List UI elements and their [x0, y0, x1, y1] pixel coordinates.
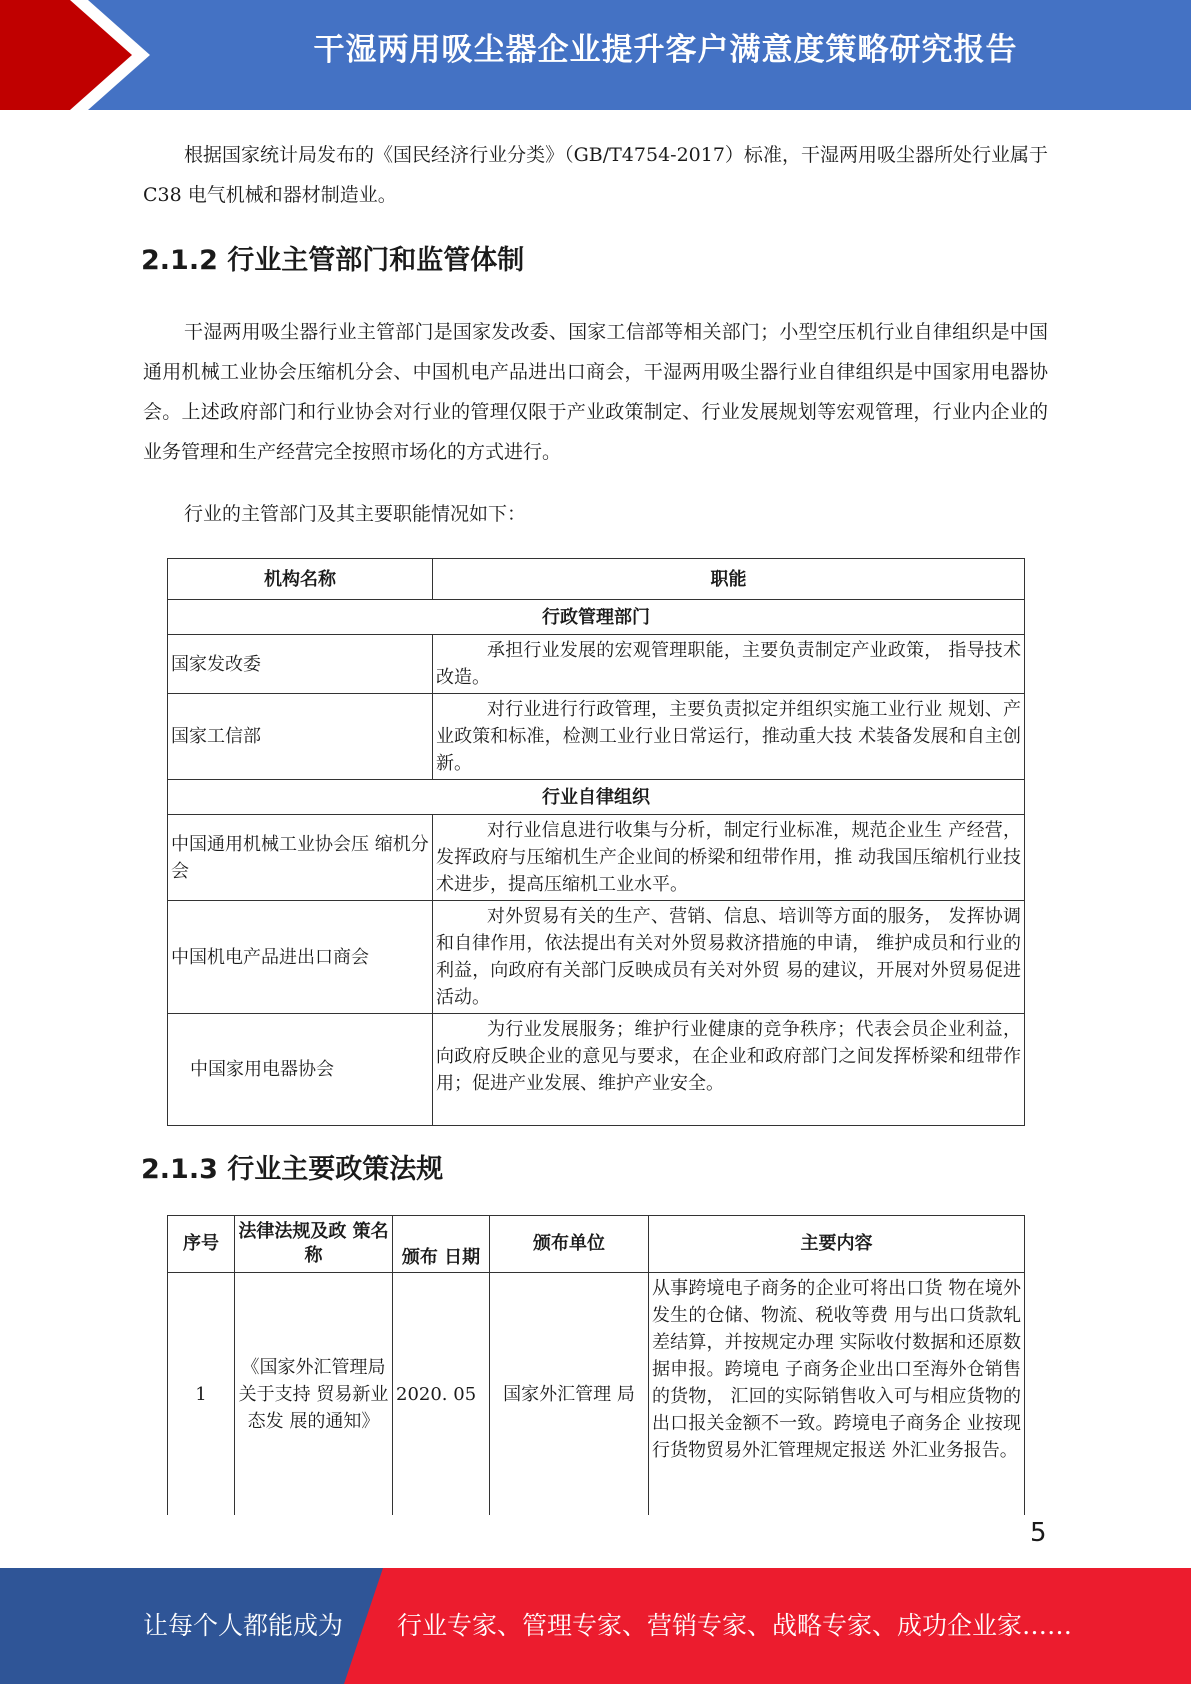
org-name: 中国家用电器协会	[168, 1014, 433, 1126]
column-header-function: 职能	[433, 559, 1025, 600]
org-function: 对外贸易有关的生产、营销、信息、培训等方面的服务， 发挥协调和自律作用，依法提出有关对外贸易救济措施的申请， 维护成员和行业的利益，向政府有关部门反映成员有关对外贸 易的建议，开展对外贸易促进活动。	[433, 901, 1025, 1014]
table-row	[168, 635, 1025, 694]
org-name: 国家工信部	[168, 694, 433, 780]
table-section-row	[168, 600, 1025, 635]
org-name: 国家发改委	[168, 635, 433, 694]
table-header-row	[168, 559, 1025, 600]
policies-table	[167, 1215, 1025, 1515]
page-number: 5	[1030, 1518, 1047, 1548]
table-row	[168, 815, 1025, 901]
footer-slogan-right: 行业专家、管理专家、营销专家、战略专家、成功企业家……	[397, 1611, 1073, 1640]
section-label-admin: 行政管理部门	[168, 600, 1025, 635]
column-header-issuer: 颁布单位	[490, 1216, 649, 1273]
issuer: 国家外汇管理 局	[490, 1273, 649, 1516]
row-number: 1	[168, 1273, 235, 1516]
org-name: 中国通用机械工业协会压 缩机分会	[168, 815, 433, 901]
header-arrow-decoration	[0, 0, 160, 110]
section-label-self-regulatory: 行业自律组织	[168, 780, 1025, 815]
column-header-content: 主要内容	[649, 1216, 1025, 1273]
org-function: 对行业进行行政管理，主要负责拟定并组织实施工业行业 规划、产业政策和标准，检测工业行业日常运行，推动重大技 术装备发展和自主创新。	[433, 694, 1025, 780]
org-function: 为行业发展服务；维护行业健康的竞争秩序；代表会员企业利益，向政府反映企业的意见与要求，在企业和政府部门之间发挥桥梁和纽带作用；促进产业发展、维护产业安全。	[433, 1014, 1025, 1126]
table-lead-text: 行业的主管部门及其主要职能情况如下：	[184, 503, 527, 525]
column-header-name: 法律法规及政 策名称	[235, 1216, 393, 1273]
table-row	[168, 1273, 1025, 1516]
column-header-org: 机构名称	[168, 559, 433, 600]
table-section-row	[168, 780, 1025, 815]
header-banner	[0, 0, 1191, 110]
table-row	[168, 901, 1025, 1014]
table-row	[168, 1014, 1025, 1126]
footer-slogan-left: 让每个人都能成为	[143, 1611, 344, 1640]
org-name: 中国机电产品进出口商会	[168, 901, 433, 1014]
table-row	[168, 694, 1025, 780]
section-heading-2-1-3: 2.1.3 行业主要政策法规	[141, 1154, 444, 1185]
footer-banner	[0, 1568, 1191, 1684]
report-title: 干湿两用吸尘器企业提升客户满意度策略研究报告	[313, 32, 1018, 68]
issue-date: 2020. 05	[393, 1273, 490, 1516]
section-heading-2-1-2: 2.1.2 行业主管部门和监管体制	[141, 245, 525, 276]
regulators-table	[167, 558, 1025, 1126]
column-header-no: 序号	[168, 1216, 235, 1273]
column-header-date: 颁布 日期	[393, 1216, 490, 1273]
policy-content: 从事跨境电子商务的企业可将出口货 物在境外发生的仓储、物流、税收等费 用与出口货款轧差结算，并按规定办理 实际收付数据和还原数据申报。跨境电 子商务企业出口至海外仓销售的货物， 汇回的实际销售收入可与相应货物的 出口报关金额不一致。跨境电子商务企 业按现行货物贸易外汇管理规定报送 外汇业务报告。	[649, 1273, 1025, 1516]
intro-paragraph: 根据国家统计局发布的《国民经济行业分类》（GB/T4754-2017）标准，干湿两用吸尘器所处行业属于 C38 电气机械和器材制造业。	[143, 144, 1048, 206]
table-header-row	[168, 1216, 1025, 1273]
policy-name: 《国家外汇管理局关于支持 贸易新业态发 展的通知》	[235, 1273, 393, 1516]
org-function: 对行业信息进行收集与分析，制定行业标准，规范企业生 产经营，发挥政府与压缩机生产企业间的桥梁和纽带作用，推 动我国压缩机行业技术进步，提高压缩机工业水平。	[433, 815, 1025, 901]
org-function: 承担行业发展的宏观管理职能，主要负责制定产业政策， 指导技术改造。	[433, 635, 1025, 694]
section-2-1-2-paragraph: 干湿两用吸尘器行业主管部门是国家发改委、国家工信部等相关部门；小型空压机行业自律组织是中国通用机械工业协会压缩机分会、中国机电产品进出口商会，干湿两用吸尘器行业自律组织是中国家用电器协会。上述政府部门和行业协会对行业的管理仅限于产业政策制定、行业发展规划等宏观管理，行业内企业的业务管理和生产经营完全按照市场化的方式进行。	[143, 321, 1048, 463]
